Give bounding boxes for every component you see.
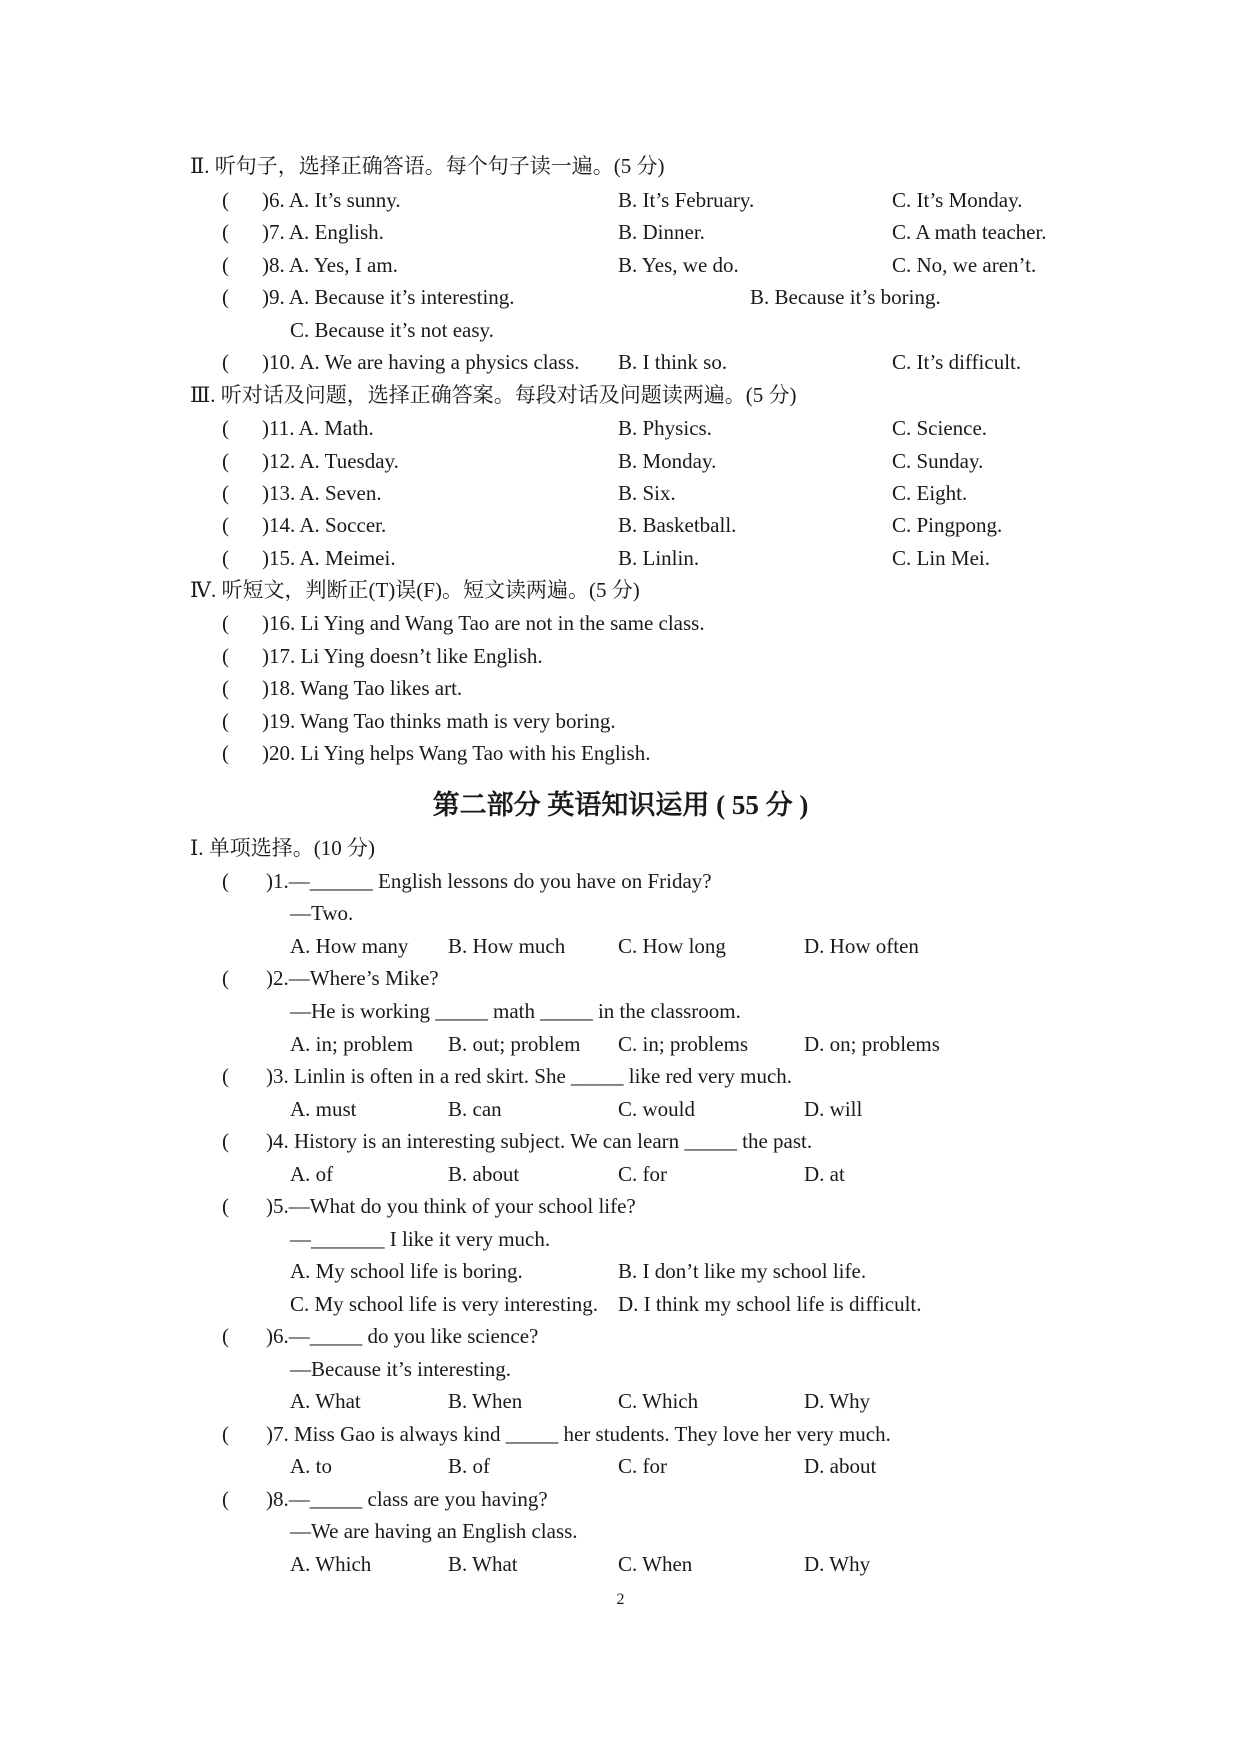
- answer-paren: (: [222, 1064, 229, 1088]
- option-b: B. Dinner.: [618, 220, 705, 244]
- answer-paren: (: [222, 285, 229, 309]
- option-c: C. Sunday.: [892, 449, 984, 473]
- mc-question-2-reply: —He is working _____ math _____ in the classroom.: [290, 999, 741, 1023]
- option-c: C. It’s difficult.: [892, 350, 1022, 374]
- option-b: B. I think so.: [618, 350, 728, 374]
- option-a: A. My school life is boring.: [290, 1259, 523, 1283]
- answer-paren: (: [222, 709, 229, 733]
- answer-paren: (: [222, 481, 229, 505]
- section-heading-single-choice: Ⅰ. 单项选择。(10 分): [190, 836, 376, 860]
- answer-paren: (: [222, 1324, 229, 1348]
- option-b: B. What: [448, 1552, 518, 1576]
- option-a: A. How many: [290, 934, 409, 958]
- mc-question-1-reply: —Two.: [290, 901, 354, 925]
- option-b: B. can: [448, 1097, 502, 1121]
- option-c: C. in; problems: [618, 1032, 749, 1056]
- option-b: B. Basketball.: [618, 513, 737, 537]
- option-c: C. would: [618, 1097, 696, 1121]
- option-d: D. Why: [804, 1552, 871, 1576]
- answer-paren: (: [222, 1129, 229, 1153]
- mc-question-5-reply: —_______ I like it very much.: [290, 1227, 551, 1251]
- answer-paren: (: [222, 546, 229, 570]
- question-12: )12. A. Tuesday.: [262, 449, 399, 473]
- answer-paren: (: [222, 416, 229, 440]
- answer-paren: (: [222, 513, 229, 537]
- option-b: B. Yes, we do.: [618, 253, 739, 277]
- statement-16: )16. Li Ying and Wang Tao are not in the same class.: [262, 611, 705, 635]
- mc-question-6: )6.—_____ do you like science?: [266, 1324, 539, 1348]
- option-b: B. When: [448, 1389, 523, 1413]
- question-15: )15. A. Meimei.: [262, 546, 396, 570]
- answer-paren: (: [222, 1194, 229, 1218]
- option-c: C. for: [618, 1162, 667, 1186]
- option-d: D. at: [804, 1162, 845, 1186]
- mc-question-7: )7. Miss Gao is always kind _____ her students. They love her very much.: [266, 1422, 891, 1446]
- answer-paren: (: [222, 1487, 229, 1511]
- statement-18: )18. Wang Tao likes art.: [262, 676, 463, 700]
- option-b: B. How much: [448, 934, 566, 958]
- option-d: D. about: [804, 1454, 877, 1478]
- option-c: C. No, we aren’t.: [892, 253, 1037, 277]
- answer-paren: (: [222, 869, 229, 893]
- option-a: A. What: [290, 1389, 361, 1413]
- option-b: B. Because it’s boring.: [750, 285, 941, 309]
- option-c: C. How long: [618, 934, 726, 958]
- statement-20: )20. Li Ying helps Wang Tao with his English.: [262, 741, 651, 765]
- option-c: C. Science.: [892, 416, 988, 440]
- question-9: )9. A. Because it’s interesting.: [262, 285, 515, 309]
- question-7: )7. A. English.: [262, 220, 384, 244]
- option-a: A. of: [290, 1162, 334, 1186]
- answer-paren: (: [222, 350, 229, 374]
- statement-19: )19. Wang Tao thinks math is very boring.: [262, 709, 616, 733]
- option-c: C. It’s Monday.: [892, 188, 1023, 212]
- answer-paren: (: [222, 449, 229, 473]
- option-b: B. Linlin.: [618, 546, 700, 570]
- mc-question-5: )5.—What do you think of your school life?: [266, 1194, 636, 1218]
- question-10: )10. A. We are having a physics class.: [262, 350, 580, 374]
- option-b: B. I don’t like my school life.: [618, 1259, 867, 1283]
- answer-paren: (: [222, 644, 229, 668]
- question-13: )13. A. Seven.: [262, 481, 382, 505]
- mc-question-8-reply: —We are having an English class.: [290, 1519, 578, 1543]
- statement-17: )17. Li Ying doesn’t like English.: [262, 644, 543, 668]
- section-heading-true-false: Ⅳ. 听短文，判断正(T)误(F)。短文读两遍。(5 分): [190, 578, 640, 602]
- mc-question-4: )4. History is an interesting subject. We can learn _____ the past.: [266, 1129, 813, 1153]
- option-d: D. on; problems: [804, 1032, 940, 1056]
- option-c: C. for: [618, 1454, 667, 1478]
- option-c: C. Eight.: [892, 481, 968, 505]
- section-heading-listening-sentences: Ⅱ. 听句子，选择正确答语。每个句子读一遍。(5 分): [190, 154, 665, 178]
- option-d: D. Why: [804, 1389, 871, 1413]
- question-6: )6. A. It’s sunny.: [262, 188, 401, 212]
- option-d: D. I think my school life is difficult.: [618, 1292, 922, 1316]
- option-a: A. to: [290, 1454, 332, 1478]
- option-d: D. will: [804, 1097, 863, 1121]
- option-c: C. Because it’s not easy.: [290, 318, 494, 342]
- option-a: A. in; problem: [290, 1032, 414, 1056]
- option-b: B. about: [448, 1162, 520, 1186]
- question-8: )8. A. Yes, I am.: [262, 253, 398, 277]
- option-c: C. A math teacher.: [892, 220, 1047, 244]
- option-c: C. Lin Mei.: [892, 546, 990, 570]
- page-number: 2: [616, 1591, 625, 1608]
- mc-question-6-reply: —Because it’s interesting.: [290, 1357, 512, 1381]
- option-b: B. out; problem: [448, 1032, 581, 1056]
- answer-paren: (: [222, 611, 229, 635]
- answer-paren: (: [222, 676, 229, 700]
- answer-paren: (: [222, 966, 229, 990]
- option-a: A. Which: [290, 1552, 372, 1576]
- option-b: B. It’s February.: [618, 188, 755, 212]
- answer-paren: (: [222, 1422, 229, 1446]
- mc-question-1: )1.—______ English lessons do you have on Friday?: [266, 869, 712, 893]
- answer-paren: (: [222, 253, 229, 277]
- option-c: C. When: [618, 1552, 693, 1576]
- option-a: A. must: [290, 1097, 357, 1121]
- answer-paren: (: [222, 220, 229, 244]
- option-b: B. Monday.: [618, 449, 717, 473]
- option-c: C. Which: [618, 1389, 699, 1413]
- option-b: B. Physics.: [618, 416, 712, 440]
- section-heading-listening-dialogues: Ⅲ. 听对话及问题，选择正确答案。每段对话及问题读两遍。(5 分): [190, 383, 797, 407]
- part-title: 第二部分 英语知识运用 ( 55 分 ): [432, 790, 809, 820]
- option-b: B. of: [448, 1454, 490, 1478]
- question-11: )11. A. Math.: [262, 416, 374, 440]
- question-14: )14. A. Soccer.: [262, 513, 387, 537]
- option-c: C. My school life is very interesting.: [290, 1292, 598, 1316]
- option-b: B. Six.: [618, 481, 676, 505]
- option-d: D. How often: [804, 934, 919, 958]
- option-c: C. Pingpong.: [892, 513, 1003, 537]
- mc-question-8: )8.—_____ class are you having?: [266, 1487, 548, 1511]
- answer-paren: (: [222, 188, 229, 212]
- mc-question-2: )2.—Where’s Mike?: [266, 966, 439, 990]
- answer-paren: (: [222, 741, 229, 765]
- mc-question-3: )3. Linlin is often in a red skirt. She _____ like red very much.: [266, 1064, 793, 1088]
